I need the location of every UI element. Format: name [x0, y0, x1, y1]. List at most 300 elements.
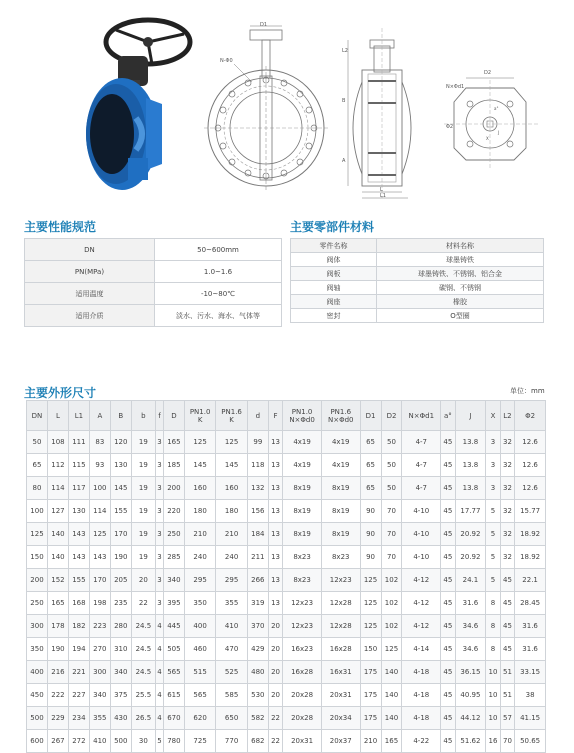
parts-table [290, 238, 544, 323]
dims-cell: 375 [110, 684, 131, 707]
dims-cell: 143 [68, 546, 89, 569]
dims-cell: 24.1 [455, 569, 486, 592]
dims-cell: 3 [486, 431, 500, 454]
dims-cell: 170 [89, 569, 110, 592]
dims-cell: 45 [441, 592, 455, 615]
dims-cell: 12x28 [321, 615, 360, 638]
dims-cell: 500 [110, 730, 131, 753]
part-material: 碳钢、不锈钢 [377, 281, 544, 295]
dims-row [27, 592, 546, 615]
product-drawings [0, 0, 574, 200]
dims-header-cell: L1 [68, 401, 89, 431]
dims-cell: 150 [27, 546, 48, 569]
dims-cell: 8x19 [321, 523, 360, 546]
dims-cell: 355 [89, 707, 110, 730]
dims-header-cell: DN [27, 401, 48, 431]
dims-cell: 45 [500, 592, 514, 615]
dims-cell: 120 [110, 431, 131, 454]
dims-cell: 45 [441, 523, 455, 546]
dims-cell: 13 [268, 431, 282, 454]
parts-header-name: 零件名称 [291, 239, 377, 253]
dims-cell: 8x19 [283, 477, 322, 500]
dims-cell: 4-7 [402, 454, 441, 477]
dims-cell: 670 [163, 707, 184, 730]
dims-cell: 40.95 [455, 684, 486, 707]
dims-cell: 3 [155, 500, 163, 523]
dims-cell: 18.92 [515, 546, 546, 569]
dims-cell: 223 [89, 615, 110, 638]
dims-cell: 13 [268, 500, 282, 523]
dims-cell: 470 [216, 638, 247, 661]
front-view-drawing [204, 22, 334, 202]
dims-cell: 112 [47, 454, 68, 477]
dims-cell: 65 [360, 477, 381, 500]
dims-cell: 20.92 [455, 546, 486, 569]
dims-cell: 8x19 [321, 500, 360, 523]
dims-cell: 102 [381, 615, 402, 638]
dims-cell: 180 [184, 500, 215, 523]
dims-cell: 65 [360, 454, 381, 477]
dims-cell: 210 [184, 523, 215, 546]
dims-cell: 65 [27, 454, 48, 477]
dims-cell: 143 [68, 523, 89, 546]
dims-cell: 180 [216, 500, 247, 523]
dims-cell: 140 [381, 707, 402, 730]
dims-cell: 295 [184, 569, 215, 592]
parts-row [291, 281, 544, 295]
dims-cell: 140 [381, 661, 402, 684]
dims-cell: 45 [441, 500, 455, 523]
dims-cell: 45 [441, 615, 455, 638]
dims-header-cell: PN1.6 N×Φd0 [321, 401, 360, 431]
dims-cell: 400 [27, 661, 48, 684]
dims-cell: 45 [441, 569, 455, 592]
dims-cell: 4x19 [283, 454, 322, 477]
dims-cell: 19 [131, 523, 155, 546]
dims-cell: 22 [131, 592, 155, 615]
dims-cell: 22 [268, 730, 282, 753]
dims-cell: 3 [155, 592, 163, 615]
dims-cell: 90 [360, 523, 381, 546]
parts-row [291, 309, 544, 323]
dims-cell: 32 [500, 477, 514, 500]
dims-cell: 450 [27, 684, 48, 707]
dims-cell: 34.6 [455, 638, 486, 661]
unit-label: 单位：mm [510, 387, 545, 395]
dims-cell: 118 [247, 454, 268, 477]
dims-cell: 500 [27, 707, 48, 730]
dims-cell: 45 [441, 684, 455, 707]
dims-cell: 8x23 [283, 569, 322, 592]
dims-cell: 185 [163, 454, 184, 477]
dimensions-table [26, 400, 546, 753]
dims-cell: 145 [184, 454, 215, 477]
dims-row [27, 454, 546, 477]
dims-header-cell: L [47, 401, 68, 431]
dims-cell: 32 [500, 454, 514, 477]
dims-cell: 194 [68, 638, 89, 661]
dims-cell: 4 [155, 661, 163, 684]
dims-cell: 160 [184, 477, 215, 500]
dims-row [27, 615, 546, 638]
dims-cell: 190 [47, 638, 68, 661]
dims-cell: 108 [47, 431, 68, 454]
dims-cell: 125 [360, 569, 381, 592]
dims-cell: 19 [131, 477, 155, 500]
performance-row [25, 261, 282, 283]
dims-cell: 45 [441, 454, 455, 477]
dims-cell: 3 [155, 569, 163, 592]
label-phi2: Φ2 [446, 124, 454, 130]
dims-cell: 51 [500, 684, 514, 707]
dims-cell: 410 [89, 730, 110, 753]
dims-cell: 125 [381, 638, 402, 661]
dims-cell: 211 [247, 546, 268, 569]
dims-cell: 3 [486, 454, 500, 477]
dims-cell: 32 [500, 546, 514, 569]
dims-header-cell: PN1.0 K [184, 401, 215, 431]
dims-cell: 45 [441, 638, 455, 661]
dims-cell: 19 [131, 454, 155, 477]
dims-header-cell: X [486, 401, 500, 431]
part-material: 球墨铸铁、不锈钢、铝合金 [377, 267, 544, 281]
valve-photo [76, 8, 206, 198]
label-d2: D2 [484, 70, 492, 76]
dims-cell: 28.45 [515, 592, 546, 615]
dims-cell: 4-7 [402, 477, 441, 500]
dims-cell: 8x19 [283, 523, 322, 546]
dims-cell: 400 [184, 615, 215, 638]
dims-cell: 165 [381, 730, 402, 753]
dims-cell: 780 [163, 730, 184, 753]
dims-cell: 350 [184, 592, 215, 615]
dims-cell: 4-10 [402, 523, 441, 546]
dims-cell: 31.6 [515, 638, 546, 661]
dims-cell: 45 [441, 431, 455, 454]
dims-cell: 70 [500, 730, 514, 753]
dims-cell: 155 [68, 569, 89, 592]
dimensions-title: 主要外形尺寸 [24, 386, 97, 400]
dims-cell: 445 [163, 615, 184, 638]
dims-cell: 51 [500, 661, 514, 684]
dims-cell: 156 [247, 500, 268, 523]
dims-cell: 125 [89, 523, 110, 546]
dims-cell: 19 [131, 546, 155, 569]
dims-cell: 18.92 [515, 523, 546, 546]
dims-cell: 20 [131, 569, 155, 592]
dims-cell: 280 [110, 615, 131, 638]
dims-cell: 83 [89, 431, 110, 454]
dims-cell: 525 [216, 661, 247, 684]
dims-cell: 117 [68, 477, 89, 500]
dims-cell: 33.15 [515, 661, 546, 684]
dims-cell: 13.8 [455, 454, 486, 477]
dims-cell: 20 [268, 615, 282, 638]
dims-row [27, 546, 546, 569]
dims-cell: 34.6 [455, 615, 486, 638]
dims-cell: 340 [89, 684, 110, 707]
dims-cell: 24.5 [131, 615, 155, 638]
dims-cell: 12x23 [321, 569, 360, 592]
dims-cell: 170 [110, 523, 131, 546]
dims-cell: 4-18 [402, 684, 441, 707]
dims-cell: 3 [155, 454, 163, 477]
dims-cell: 65 [360, 431, 381, 454]
dims-cell: 30 [131, 730, 155, 753]
dims-cell: 650 [216, 707, 247, 730]
dims-cell: 4-18 [402, 661, 441, 684]
dims-header-cell: B [110, 401, 131, 431]
dims-cell: 45 [441, 707, 455, 730]
dims-cell: 38 [515, 684, 546, 707]
dims-cell: 12.6 [515, 454, 546, 477]
dims-cell: 4-12 [402, 615, 441, 638]
dims-cell: 585 [216, 684, 247, 707]
dims-cell: 8 [486, 638, 500, 661]
dims-cell: 13 [268, 546, 282, 569]
dims-cell: 50 [381, 477, 402, 500]
dims-cell: 229 [47, 707, 68, 730]
dims-cell: 70 [381, 500, 402, 523]
dims-cell: 50 [381, 454, 402, 477]
dims-cell: 22 [268, 707, 282, 730]
dims-cell: 90 [360, 546, 381, 569]
dims-row [27, 707, 546, 730]
part-material: 球墨铸铁 [377, 253, 544, 267]
dims-cell: 4 [155, 615, 163, 638]
dims-cell: 127 [47, 500, 68, 523]
parts-header-material: 材料名称 [377, 239, 544, 253]
dims-cell: 45 [441, 730, 455, 753]
dims-cell: 13 [268, 592, 282, 615]
dims-cell: 13 [268, 569, 282, 592]
dims-cell: 13 [268, 477, 282, 500]
label-l2: L2 [342, 48, 348, 54]
dims-cell: 3 [155, 431, 163, 454]
dims-cell: 145 [110, 477, 131, 500]
dims-cell: 12.6 [515, 477, 546, 500]
dims-cell: 175 [360, 707, 381, 730]
dims-cell: 57 [500, 707, 514, 730]
top-flange-drawing [444, 62, 544, 172]
dims-cell: 20 [268, 684, 282, 707]
dims-cell: 250 [163, 523, 184, 546]
dims-cell: 20x31 [321, 684, 360, 707]
dims-cell: 130 [110, 454, 131, 477]
dims-cell: 45 [500, 569, 514, 592]
dims-cell: 430 [110, 707, 131, 730]
label-n-d0: N-Φ0 [220, 58, 233, 64]
dims-cell: 17.77 [455, 500, 486, 523]
dims-cell: 16x28 [321, 638, 360, 661]
dims-header-cell: A [89, 401, 110, 431]
dims-cell: 8x19 [321, 477, 360, 500]
dims-cell: 150 [360, 638, 381, 661]
dims-cell: 100 [27, 500, 48, 523]
dims-row [27, 638, 546, 661]
dims-cell: 250 [27, 592, 48, 615]
dims-cell: 20x34 [321, 707, 360, 730]
dims-header-cell: F [268, 401, 282, 431]
label-x: X [486, 136, 489, 141]
dims-cell: 725 [184, 730, 215, 753]
dims-cell: 220 [163, 500, 184, 523]
dims-cell: 600 [27, 730, 48, 753]
dims-cell: 200 [163, 477, 184, 500]
dims-cell: 8x19 [283, 500, 322, 523]
dims-cell: 143 [89, 546, 110, 569]
dims-cell: 182 [68, 615, 89, 638]
dims-cell: 114 [47, 477, 68, 500]
label-b: B [342, 98, 346, 104]
dims-header-cell: f [155, 401, 163, 431]
dims-cell: 90 [360, 500, 381, 523]
dims-row [27, 500, 546, 523]
dims-header-cell: D2 [381, 401, 402, 431]
dims-cell: 227 [68, 684, 89, 707]
dims-cell: 22.1 [515, 569, 546, 592]
dims-cell: 480 [247, 661, 268, 684]
dims-cell: 15.77 [515, 500, 546, 523]
dims-cell: 198 [89, 592, 110, 615]
dims-cell: 115 [68, 454, 89, 477]
dims-cell: 45 [500, 638, 514, 661]
dims-cell: 19 [131, 500, 155, 523]
dims-cell: 125 [216, 431, 247, 454]
dims-cell: 4 [155, 707, 163, 730]
parts-header-row [291, 239, 544, 253]
dims-row [27, 431, 546, 454]
dims-cell: 45 [441, 546, 455, 569]
dims-cell: 240 [216, 546, 247, 569]
performance-row [25, 239, 282, 261]
label-a-deg: a° [494, 106, 499, 111]
dims-cell: 160 [216, 477, 247, 500]
dims-cell: 4 [155, 684, 163, 707]
dims-cell: 155 [110, 500, 131, 523]
dims-cell: 5 [486, 569, 500, 592]
label-d1: D1 [260, 22, 268, 28]
dims-cell: 140 [47, 523, 68, 546]
dims-cell: 26.5 [131, 707, 155, 730]
performance-label: 适用温度 [25, 283, 155, 305]
dims-cell: 111 [68, 431, 89, 454]
dims-cell: 99 [247, 431, 268, 454]
dims-cell: 565 [184, 684, 215, 707]
dims-cell: 140 [381, 684, 402, 707]
dims-cell: 168 [68, 592, 89, 615]
dims-row [27, 477, 546, 500]
dims-cell: 16x31 [321, 661, 360, 684]
performance-label: DN [25, 239, 155, 261]
part-material: O型圈 [377, 309, 544, 323]
dims-cell: 300 [89, 661, 110, 684]
dims-cell: 370 [247, 615, 268, 638]
dims-cell: 20x31 [283, 730, 322, 753]
dims-cell: 102 [381, 569, 402, 592]
dims-cell: 216 [47, 661, 68, 684]
dims-cell: 31.6 [515, 615, 546, 638]
parts-row [291, 295, 544, 309]
dims-row [27, 523, 546, 546]
dims-cell: 165 [47, 592, 68, 615]
dims-cell: 12x28 [321, 592, 360, 615]
dims-cell: 460 [184, 638, 215, 661]
dims-cell: 36.15 [455, 661, 486, 684]
dims-cell: 410 [216, 615, 247, 638]
dims-cell: 190 [110, 546, 131, 569]
dims-cell: 12.6 [515, 431, 546, 454]
dims-cell: 16 [486, 730, 500, 753]
dims-cell: 12x23 [283, 592, 322, 615]
performance-title: 主要性能规范 [24, 220, 97, 234]
dims-cell: 175 [360, 661, 381, 684]
dims-cell: 32 [500, 523, 514, 546]
label-a: A [342, 158, 346, 164]
dims-cell: 8 [486, 592, 500, 615]
dims-header-cell: J [455, 401, 486, 431]
dims-cell: 80 [27, 477, 48, 500]
performance-value: 淡水、污水、海水、气体等 [155, 305, 282, 327]
dims-cell: 50.65 [515, 730, 546, 753]
dims-cell: 4-7 [402, 431, 441, 454]
part-name: 密封 [291, 309, 377, 323]
part-material: 橡胶 [377, 295, 544, 309]
dims-cell: 8x23 [321, 546, 360, 569]
dims-header-cell: N×Φd1 [402, 401, 441, 431]
dims-cell: 93 [89, 454, 110, 477]
dims-cell: 4-22 [402, 730, 441, 753]
dims-cell: 4-12 [402, 592, 441, 615]
dims-cell: 24.5 [131, 638, 155, 661]
dims-cell: 32 [500, 431, 514, 454]
dims-cell: 152 [47, 569, 68, 592]
dims-cell: 70 [381, 523, 402, 546]
dims-cell: 145 [216, 454, 247, 477]
dims-cell: 210 [216, 523, 247, 546]
dims-cell: 355 [216, 592, 247, 615]
dims-cell: 8x23 [283, 546, 322, 569]
dims-cell: 125 [27, 523, 48, 546]
dims-cell: 45 [500, 615, 514, 638]
performance-value: -10~80℃ [155, 283, 282, 305]
dims-cell: 272 [68, 730, 89, 753]
dims-header-cell: d [247, 401, 268, 431]
parts-title: 主要零部件材料 [290, 220, 375, 234]
dims-cell: 50 [381, 431, 402, 454]
dims-cell: 295 [216, 569, 247, 592]
dims-cell: 200 [27, 569, 48, 592]
performance-value: 50~600mm [155, 239, 282, 261]
dims-cell: 20 [268, 638, 282, 661]
dims-cell: 565 [163, 661, 184, 684]
dims-cell: 395 [163, 592, 184, 615]
dims-cell: 10 [486, 684, 500, 707]
dims-cell: 16x23 [283, 638, 322, 661]
dims-header-cell: a° [441, 401, 455, 431]
dims-cell: 125 [360, 592, 381, 615]
dims-cell: 8 [486, 615, 500, 638]
dims-cell: 682 [247, 730, 268, 753]
dims-cell: 50 [27, 431, 48, 454]
dims-cell: 4-14 [402, 638, 441, 661]
dims-cell: 4x19 [283, 431, 322, 454]
label-j: J [498, 130, 500, 135]
dims-cell: 13 [268, 454, 282, 477]
dims-cell: 125 [184, 431, 215, 454]
dims-cell: 41.15 [515, 707, 546, 730]
dims-cell: 100 [89, 477, 110, 500]
